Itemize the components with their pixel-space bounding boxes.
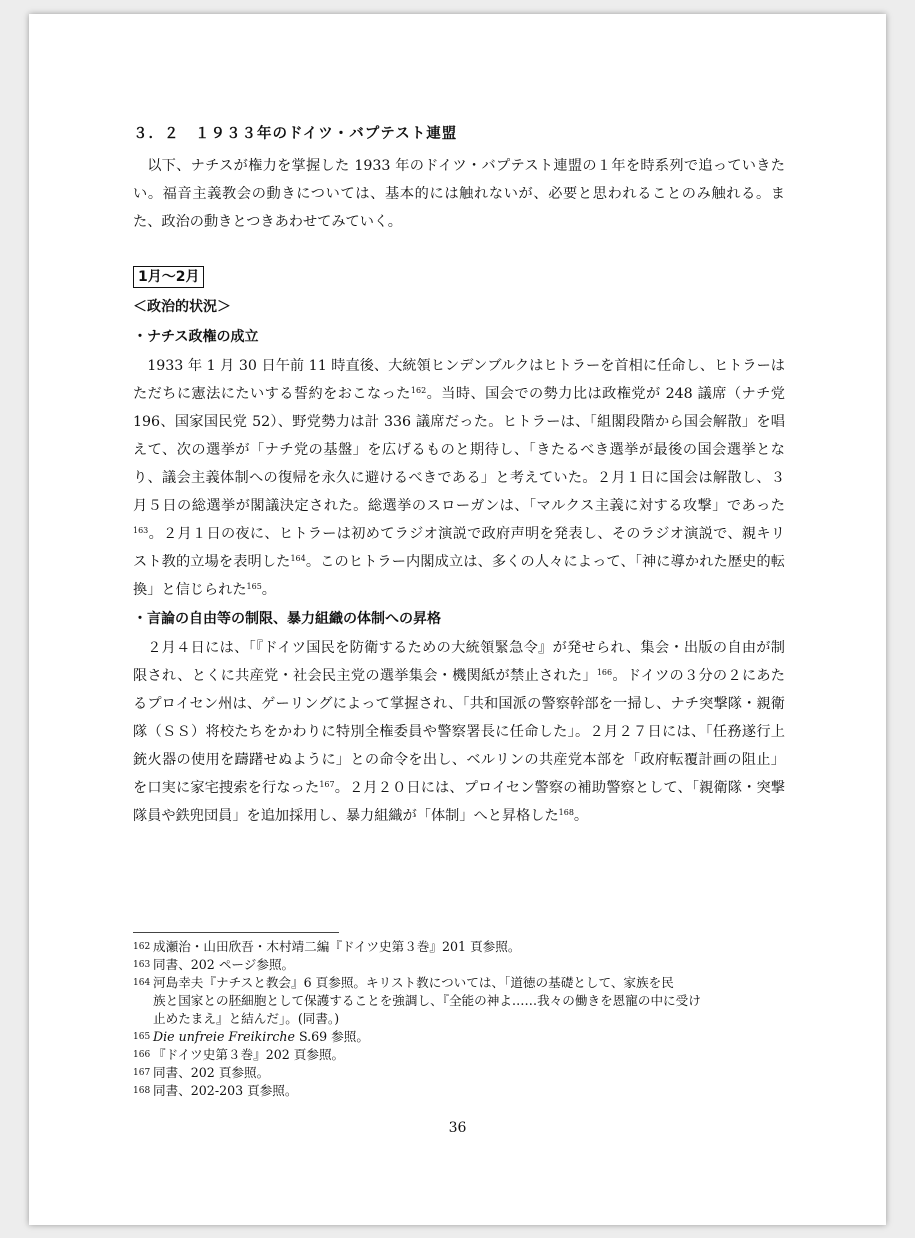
footnote-text: 同書、202 頁参照。 [153,1065,270,1080]
topic1-text-5: 。 [261,582,276,598]
topic1-text-3: 。２月１日の夜に、ヒトラーは初めてラジオ演説で政府声明を発表し、そのラジオ演説で、親キリスト教的立場を表明した [133,526,785,570]
document-page [29,14,886,1225]
footnote-text: S.69 参照。 [294,1029,369,1044]
footnote-ref-167[interactable]: 167 [319,780,335,789]
footnote-number: 163 [133,960,151,970]
footnote-text: 同書、202 ページ参照。 [153,957,295,972]
footnote-book-title: Die unfreie Freikirche [153,1029,295,1044]
footnotes [133,938,783,1100]
topic1-text-2: 。当時、国会での勢力比は政権党が 248 議席（ナチ党 196、国家国民党 52）、野党勢力は計 336 議席だった。ヒトラーは、「組閣段階から国会解散」を唱えて、次の選挙が「ナチ党の基盤」を広げるものと期待し、「きたるべき選挙が最後の国会選挙となり、議会主義体制への復帰を永久に避けるべきである」と考えていた。２月１日に国会は解散し、３月５日の総選挙が閣議決定された。総選挙のスローガンは、「マルクス主義に対する攻撃」であった [133,386,785,514]
footnote-ref-164[interactable]: 164 [290,554,306,563]
footnote-text: 同書、202-203 頁参照。 [153,1083,298,1098]
footnote-163 [133,956,783,974]
political-heading: ＜政治的状況＞ [133,299,231,315]
footnote-164 [133,974,783,992]
footnote-ref-162[interactable]: 162 [410,386,427,395]
topic1-paragraph [133,352,785,604]
footnote-divider [133,932,339,933]
footnote-167 [133,1064,783,1082]
footnote-164-cont-1: 族と国家との胚細胞として保護することを強調し、『全能の神よ……我々の働きを恩寵の中に受け [153,993,701,1008]
page-number: 36 [448,1120,467,1136]
topic1-text-4: 。このヒトラー内閣成立は、多くの人々によって、「神に導かれた歴史的転換」と信じられた [133,554,785,598]
footnote-text: 成瀬治・山田欣吾・木村靖二編『ドイツ史第３巻』201 頁参照。 [153,939,521,954]
footnote-162 [133,938,783,956]
footnote-number: 162 [133,942,151,952]
topic2-text-2: 。ドイツの３分の２にあたるプロイセン州は、ゲーリングによって掌握され、「共和国派の警察幹部を一掃し、ナチ突撃隊・親衛隊（ＳＳ）将校たちをかわりに特別全権委員や警察署長に任命した」。２月２７日には、「任務遂行上銃火器の使用を躊躇せぬように」との命令を出し、ベルリンの共産党本部を「政府転覆計画の阻止」を口実に家宅捜索を行なった [133,668,785,796]
topic2-text-3: 。２月２０日には、プロイセン警察の補助警察として、「親衛隊・突撃隊員や鉄兜団員」を追加採用し、暴力組織が「体制」へと昇格した [133,780,785,824]
footnote-number: 164 [133,978,151,988]
footnote-text: 『ドイツ史第３巻』202 頁参照。 [153,1047,345,1062]
section-title: ３．２ １９３３年のドイツ・バプテスト連盟 [133,126,458,142]
footnote-number: 166 [133,1050,151,1060]
intro-paragraph: 以下、ナチスが権力を掌握した 1933 年のドイツ・バプテスト連盟の１年を時系列で追っていきたい。福音主義教会の動きについては、基本的には触れないが、必要と思われることのみ触れる。また、政治の動きとつきあわせてみていく。 [133,158,785,230]
footnote-ref-163[interactable]: 163 [133,526,149,535]
footnote-ref-165[interactable]: 165 [246,582,262,591]
footnote-number: 168 [133,1086,151,1096]
footnote-165 [133,1028,783,1046]
topic1-text-1: 1933 年 1 月 30 日午前 11 時直後、大統領ヒンデンブルクはヒトラーを首相に任命し、ヒトラーはただちに憲法にたいする誓約をおこなった [133,358,785,402]
footnote-number: 165 [133,1032,151,1042]
topic2-text-1: ２月４日には、「『ドイツ国民を防衛するための大統領緊急令』が発せられ、集会・出版の自由が制限され、とくに共産党・社会民主党の選挙集会・機関紙が禁止された」 [133,640,785,684]
topic1-heading: ・ナチス政権の成立 [133,329,259,345]
footnote-168 [133,1082,783,1100]
footnote-164-cont-2: 止めたまえ』と結んだ」。(同書。) [153,1011,340,1026]
footnote-number: 167 [133,1068,151,1078]
topic2-paragraph [133,634,785,830]
topic2-heading: ・言論の自由等の制限、暴力組織の体制への昇格 [133,611,441,627]
topic2-text-4: 。 [573,808,589,824]
footnote-text: 河島幸夫『ナチスと教会』6 頁参照。キリスト教については、「道徳の基礎として、家族を民 [153,975,674,990]
footnote-ref-166[interactable]: 166 [596,668,613,677]
footnote-ref-168[interactable]: 168 [558,808,574,817]
main-body [133,122,785,830]
footnote-166 [133,1046,783,1064]
month-label-box: 1月～2月 [133,266,204,288]
